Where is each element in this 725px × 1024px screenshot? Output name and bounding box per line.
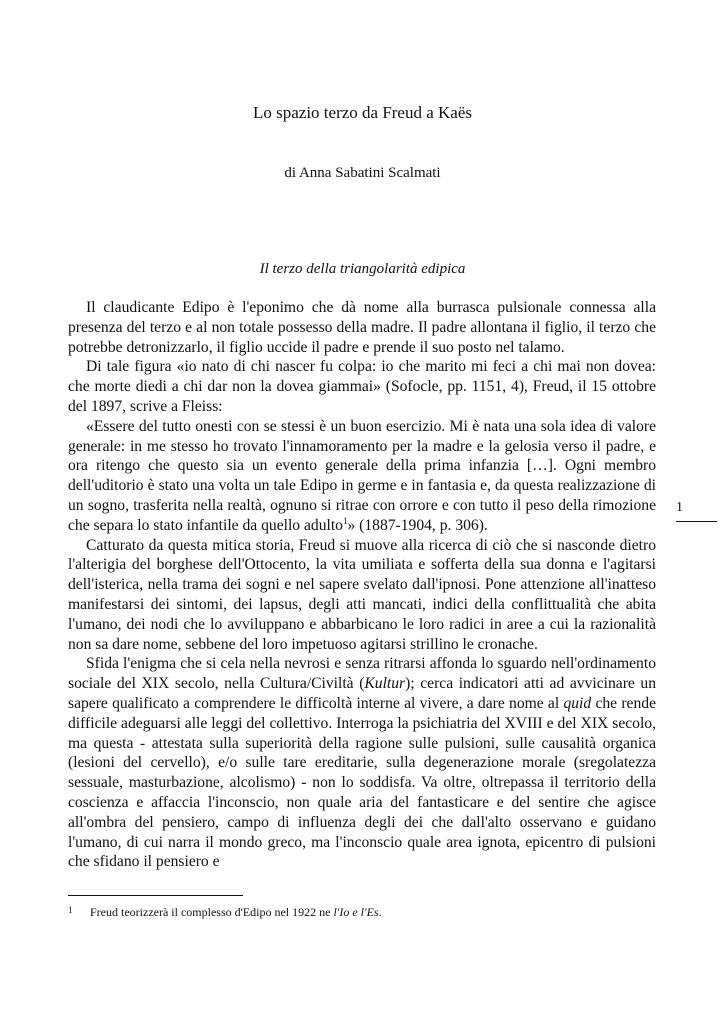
footnote-text: Freud teorizzerà il complesso d'Edipo nel 1922 ne (90, 905, 334, 919)
quid-term: quid (563, 694, 592, 712)
freud-quote (68, 417, 656, 536)
paragraph-4-part-2: ); cerca indicatori atti ad avvicinare un sapere qualificato a comprendere le difficoltà interne al vivere, a dare nome al (68, 675, 656, 712)
section-heading: Il terzo della triangolarità edipica (259, 261, 466, 277)
paragraph-4-part-1: Sfida l'enigma che si cela nella nevrosi e senza ritrarsi affonda lo sguardo nell'ordinamento sociale del XIX secolo, nella Cultura/Civiltà ( (68, 655, 656, 693)
footnote-connector: e (349, 905, 361, 919)
paragraph-4-part-3: che rende difficile adeguarsi alle leggi del collettivo. Interroga la psichiatria del XVIII e del XIX secolo, ma questa - attestata sulla superiorità della ragione sulle pulsioni, sulle causalità organica (lesioni del cervello), e/o sulle tare ereditarie, sulla degenerazione morale (sregolatezza sessuale, masturbazione, alcolismo) - non lo soddisfa. Va oltre, oltrepassa il territorio della coscienza e affaccia l'inconscio, non quale aria del fantasticare e del sentire che agisce all'ombra del pensiero, campo di influenza degli dei che dall'alto osservano e guidano l'umano, di cui narra il mondo greco, ma l'inconscio quale area ignota, epicentro di pulsioni che sfidano il pensiero e (68, 694, 656, 871)
paragraph-3: Catturato da questa mitica storia, Freud si muove alla ricerca di ciò che si nasconde dietro l'alterigia del borghese dell'Ottocento, la vita umiliata e sofferta della sua donna e l'agitarsi dell'isterica, nella trama dei sogni e nel sapere svelato dall'ipnosi. Pone attenzione all'inatteso manifestarsi dei sintomi, dei lapsus, degli atti mancati, indici della conflittualità che abita l'umano, dei nodi che lo avviluppano e abbarbicano le loro radici in aree a cui la razionalità non sa dare nome, sebbene del loro impetuoso agitarsi strillino le cronache. (68, 536, 656, 653)
document-title: Lo spazio terzo da Freud a Kaës (252, 103, 473, 122)
footnote-es: l'Es (360, 905, 379, 919)
body-text (68, 298, 656, 872)
quote-text: «Essere del tutto onesti con se stessi è un buon esercizio. Mi è nata una sola idea di valore generale: in me stesso ho trovato l'innamoramento per la madre e la gelosia verso il padre, e ora ritengo che questo sia un evento generale della prima infanzia […]. Ogni membro dell'uditorio è stato una volta un tale Edipo in germe e in fantasia e, da questa realizzazione di un sogno, trasferita nella realtà, ognuno si ritrae con orrore e con tutto il peso della rimozione che separa lo stato infantile da quello adulto (68, 417, 656, 534)
document-author: di Anna Sabatini Scalmati (284, 165, 441, 181)
paragraph-1: Il claudicante Edipo è l'eponimo che dà nome alla burrasca pulsionale connessa alla presenza del terzo e al non totale possesso della madre. Il padre allontana il figlio, il terzo che potrebbe detronizzarlo, il figlio uccide il padre e prende il suo posto nel talamo. (68, 299, 656, 356)
footnote-separator (68, 895, 243, 896)
quote-citation: » (1887-1904, p. 306). (347, 516, 488, 534)
footnote-io: l'Io (333, 905, 350, 919)
page-number-rule (676, 521, 717, 522)
footnote-number: 1 (68, 905, 73, 915)
kultur-term: Kultur (364, 675, 406, 693)
page-number: 1 (676, 500, 683, 515)
footnote (68, 905, 656, 920)
footnote-end: . (378, 905, 382, 919)
paragraph-4 (68, 654, 656, 872)
footnote-reference: 1 (342, 515, 348, 526)
paragraph-2: Di tale figura «io nato di chi nascer fu colpa: io che marito mi feci a chi mai non dovea: che morte diedi a chi dar non la dovea giammai» (Sofocle, pp. 1151, 4), Freud, il 15 ottobre del 1897, scrive a Fleiss: (68, 358, 656, 415)
